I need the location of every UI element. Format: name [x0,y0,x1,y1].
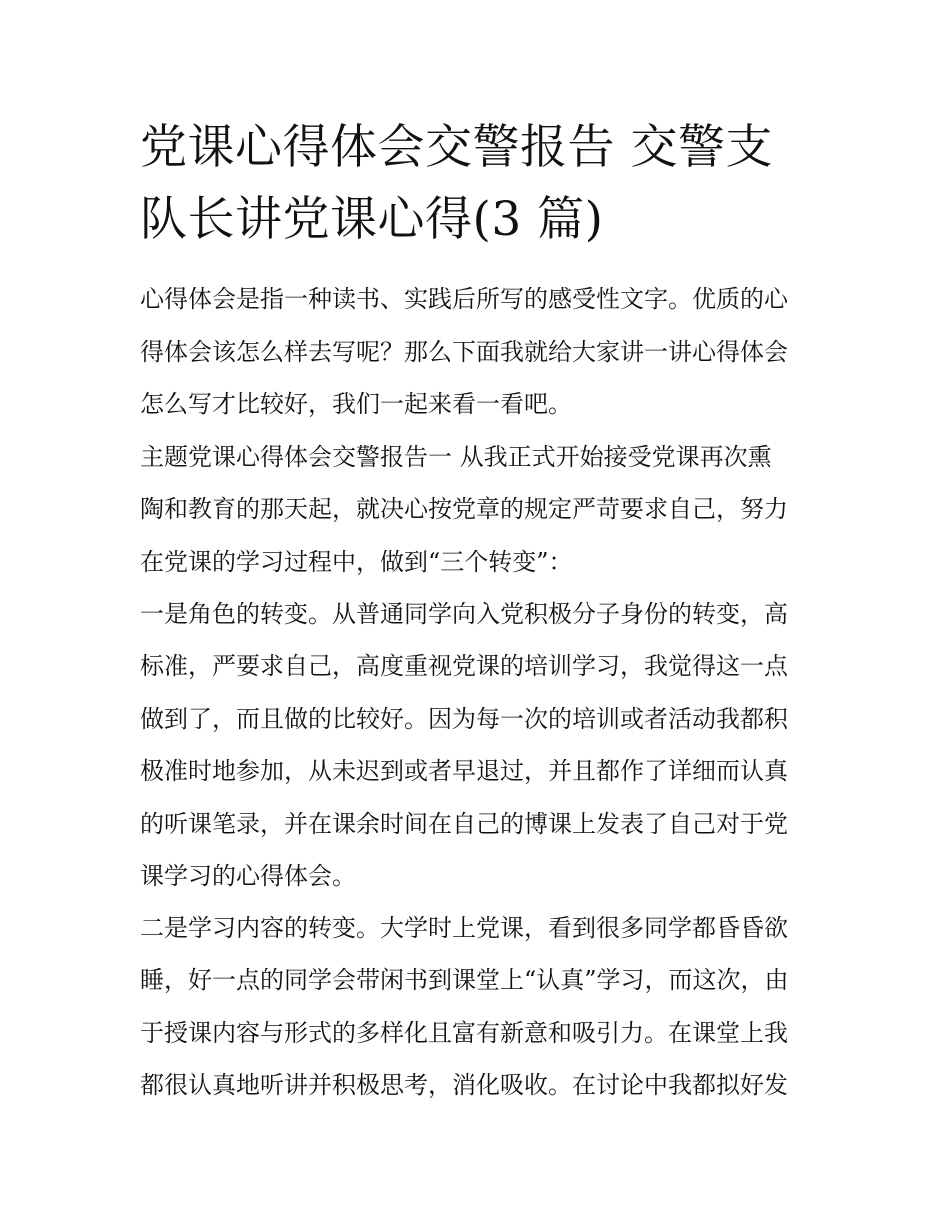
body-line: 做到了，而且做的比较好。因为每一次的培训或者活动我都积 [140,705,788,733]
body-line: 得体会该怎么样去写呢？那么下面我就给大家讲一讲心得体会 [140,338,788,366]
document-title [140,112,820,256]
body-line: 于授课内容与形式的多样化且富有新意和吸引力。在课堂上我 [140,1019,788,1047]
body-line: 主题党课心得体会交警报告一 从我正式开始接受党课再次熏 [140,443,772,471]
body-line: 课学习的心得体会。 [140,862,356,890]
body-line: 标准，严要求自己，高度重视党课的培训学习，我觉得这一点 [140,652,788,680]
body-line: 心得体会是指一种读书、实践后所写的感受性文字。优质的心 [140,285,788,313]
body-line: 怎么写才比较好，我们一起来看一看吧。 [140,390,572,418]
title-line-2: 队长讲党课心得(3 篇) [140,192,604,247]
body-line: 睡，好一点的同学会带闲书到课堂上“认真”学习，而这次，由 [140,966,789,994]
title-line-1: 党课心得体会交警报告 交警支 [140,120,773,175]
body-line: 陶和教育的那天起，就决心按党章的规定严苛要求自己，努力 [140,495,788,523]
body-line: 在党课的学习过程中，做到“三个转变”： [140,548,573,576]
body-line: 都很认真地听讲并积极思考，消化吸收。在讨论中我都拟好发 [140,1071,788,1099]
body-line: 一是角色的转变。从普通同学向入党积极分子身份的转变，高 [140,600,788,628]
body-line: 极准时地参加，从未迟到或者早退过，并且都作了详细而认真 [140,757,788,785]
body-line: 的听课笔录，并在课余时间在自己的博课上发表了自己对于党 [140,810,788,838]
body-line: 二是学习内容的转变。大学时上党课，看到很多同学都昏昏欲 [140,914,788,942]
